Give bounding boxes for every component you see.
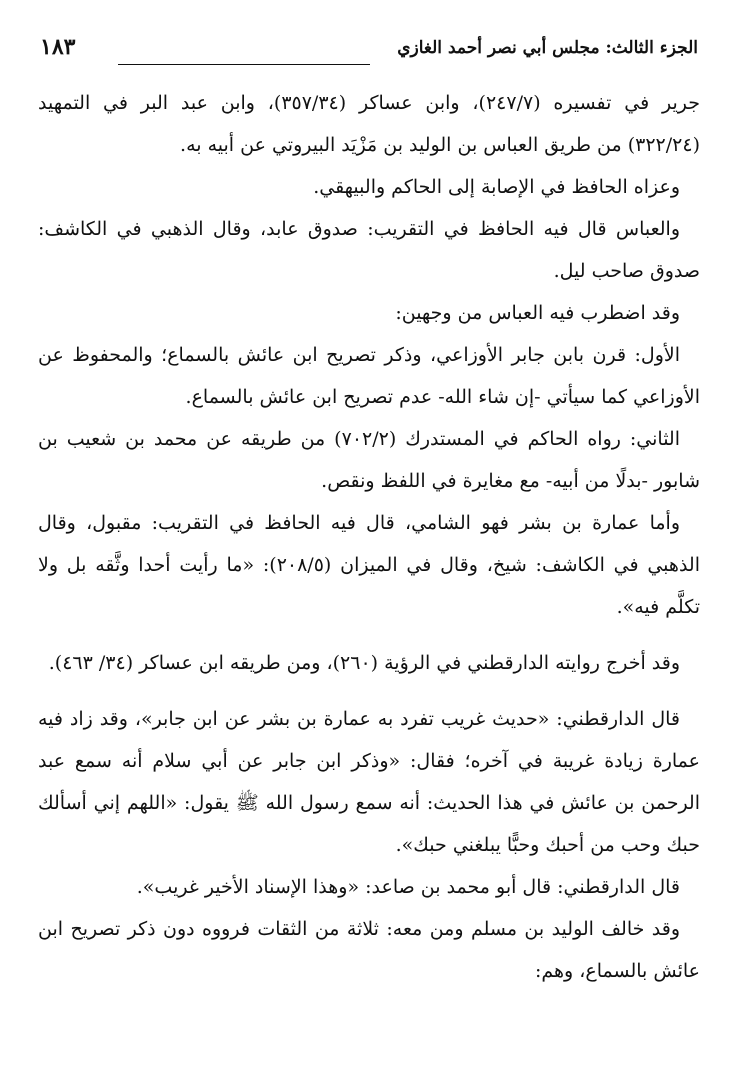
paragraph: جرير في تفسيره (٢٤٧/٧)، وابن عساكر (٣٥٧/٣٤)، وابن عبد البر في التمهيد (٣٢٢/٢٤) من طريق العباس بن الوليد بن مَزْيَد البيروتي عن أبيه به.	[38, 92, 700, 156]
paragraph: وقد خالف الوليد بن مسلم ومن معه: ثلاثة من الثقات فرووه دون ذكر تصريح ابن عائش بالسماع، وهم:	[38, 918, 700, 982]
body-text	[38, 82, 700, 992]
paragraph: وأما عمارة بن بشر فهو الشامي، قال فيه الحافظ في التقريب: مقبول، وقال الذهبي في الكاشف: شيخ، وقال في الميزان (٢٠٨/٥): «ما رأيت أحدا وثَّقه بل ولا تكلَّم فيه».	[38, 512, 700, 618]
paragraph: الثاني: رواه الحاكم في المستدرك (٧٠٢/٢) من طريقه عن محمد بن شعيب بن شابور -بدلًا من أبيه- مع مغايرة في اللفظ ونقص.	[38, 428, 700, 492]
paragraph: قال الدارقطني: «حديث غريب تفرد به عمارة بن بشر عن ابن جابر»، وقد زاد فيه عمارة زيادة غريبة في آخره؛ فقال: «وذكر ابن جابر عن أبي سلام أنه سمع عبد الرحمن بن عائش في هذا الحديث: أنه سمع رسول الله ﷺ يقول: «اللهم إني أسألك حبك وحب من أحبك وحبًّا يبلغني حبك».	[38, 708, 700, 856]
paragraph: وقد أخرج روايته الدارقطني في الرؤية (٢٦٠)، ومن طريقه ابن عساكر (٣٤/ ٤٦٣).	[48, 652, 680, 674]
paragraph: والعباس قال فيه الحافظ في التقريب: صدوق عابد، وقال الذهبي في الكاشف: صدوق صاحب ليل.	[38, 218, 700, 282]
page-number: ١٨٣	[40, 34, 76, 60]
running-head: الجزء الثالث: مجلس أبي نصر أحمد الغازي	[397, 38, 698, 58]
paragraph: الأول: قرن بابن جابر الأوزاعي، وذكر تصريح ابن عائش بالسماع؛ والمحفوظ عن الأوزاعي كما سيأتي -إن شاء الله- عدم تصريح ابن عائش بالسماع.	[38, 344, 700, 408]
paragraph: قال الدارقطني: قال أبو محمد بن صاعد: «وهذا الإسناد الأخير غريب».	[136, 876, 680, 898]
document-page	[38, 30, 700, 992]
page-header	[38, 30, 700, 70]
paragraph: وقد اضطرب فيه العباس من وجهين:	[395, 302, 680, 324]
paragraph: وعزاه الحافظ في الإصابة إلى الحاكم والبيهقي.	[313, 176, 680, 198]
header-rule	[118, 64, 370, 65]
